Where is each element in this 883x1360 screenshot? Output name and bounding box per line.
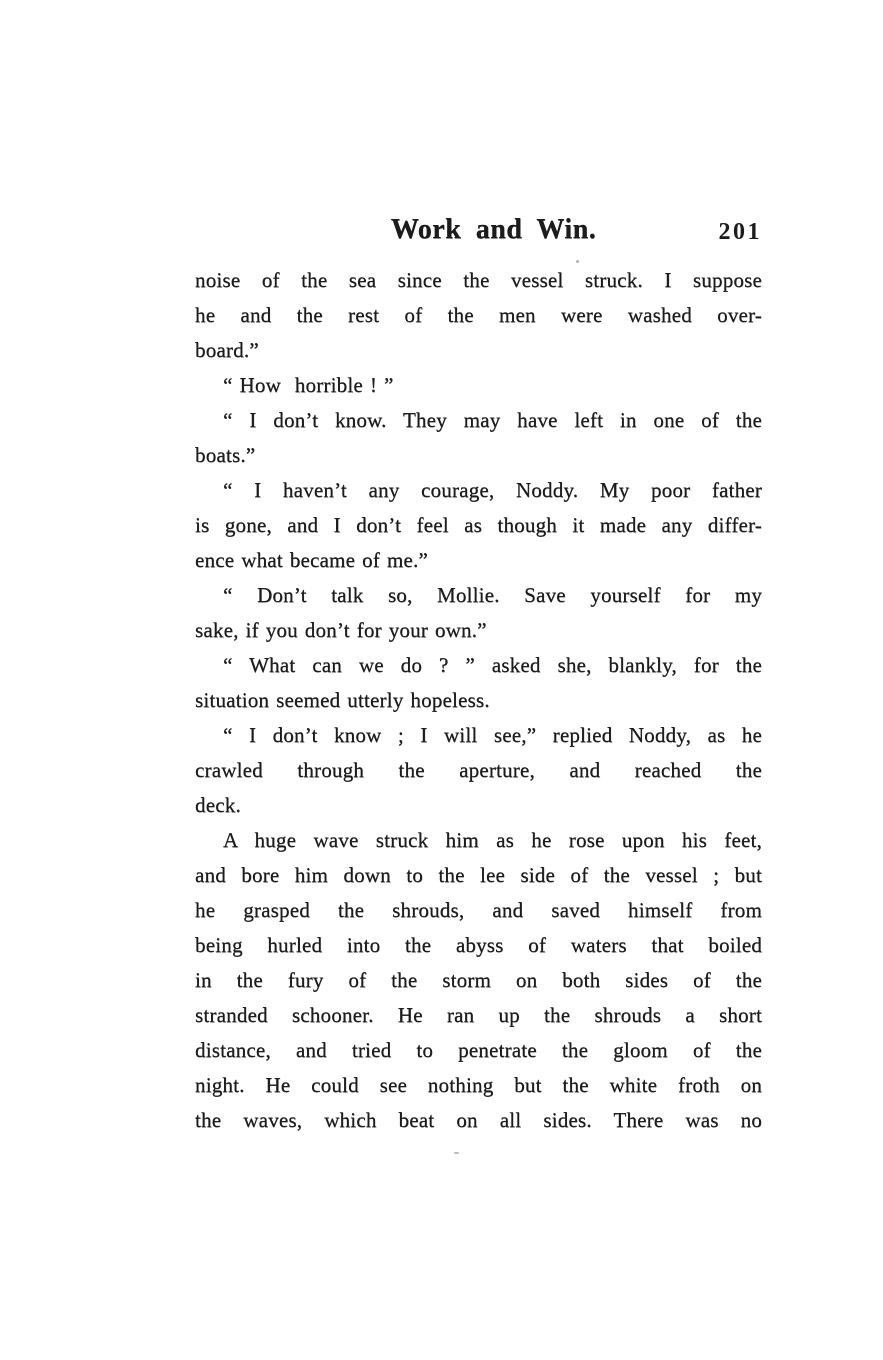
text-line: “ I haven’t any courage, Noddy. My poor father [223,478,762,502]
text-line: is gone, and I don’t feel as though it made any differ- [195,513,762,537]
text-line: distance, and tried to penetrate the gloom of the [195,1038,762,1062]
scan-speck [454,1152,459,1154]
text-line: sake, if you don’t for your own.” [195,618,487,642]
page-number: 201 [718,219,762,245]
text-line: A huge wave struck him as he rose upon his feet, [223,828,762,852]
text-line: he and the rest of the men were washed over- [195,303,762,327]
text-line: crawled through the aperture, and reached the [195,758,762,782]
text-line: board.” [195,338,259,362]
body-text [195,263,762,1138]
text-line: ence what became of me.” [195,548,428,572]
text-line: the waves, which beat on all sides. There was no [195,1108,762,1132]
text-line: he grasped the shrouds, and saved himself from [195,898,762,922]
text-line: “ Don’t talk so, Mollie. Save yourself for my [223,583,762,607]
text-line: “ What can we do ? ” asked she, blankly, for the [223,653,762,677]
text-line: deck. [195,793,241,817]
scan-speck [576,260,579,263]
text-line: and bore him down to the lee side of the vessel ; but [195,863,762,887]
running-head [195,214,762,248]
text-line: “ I don’t know ; I will see,” replied Noddy, as he [223,723,762,747]
text-line: being hurled into the abyss of waters that boiled [195,933,762,957]
text-line: noise of the sea since the vessel struck. I suppose [195,268,762,292]
text-line: in the fury of the storm on both sides of the [195,968,762,992]
page-title: Work and Win. [390,214,597,245]
text-line: night. He could see nothing but the white froth on [195,1073,762,1097]
text-line: “ How horrible ! ” [223,373,394,397]
text-line: situation seemed utterly hopeless. [195,688,490,712]
text-line: stranded schooner. He ran up the shrouds a short [195,1003,762,1027]
text-line: “ I don’t know. They may have left in one of the [223,408,762,432]
text-line: boats.” [195,443,256,467]
